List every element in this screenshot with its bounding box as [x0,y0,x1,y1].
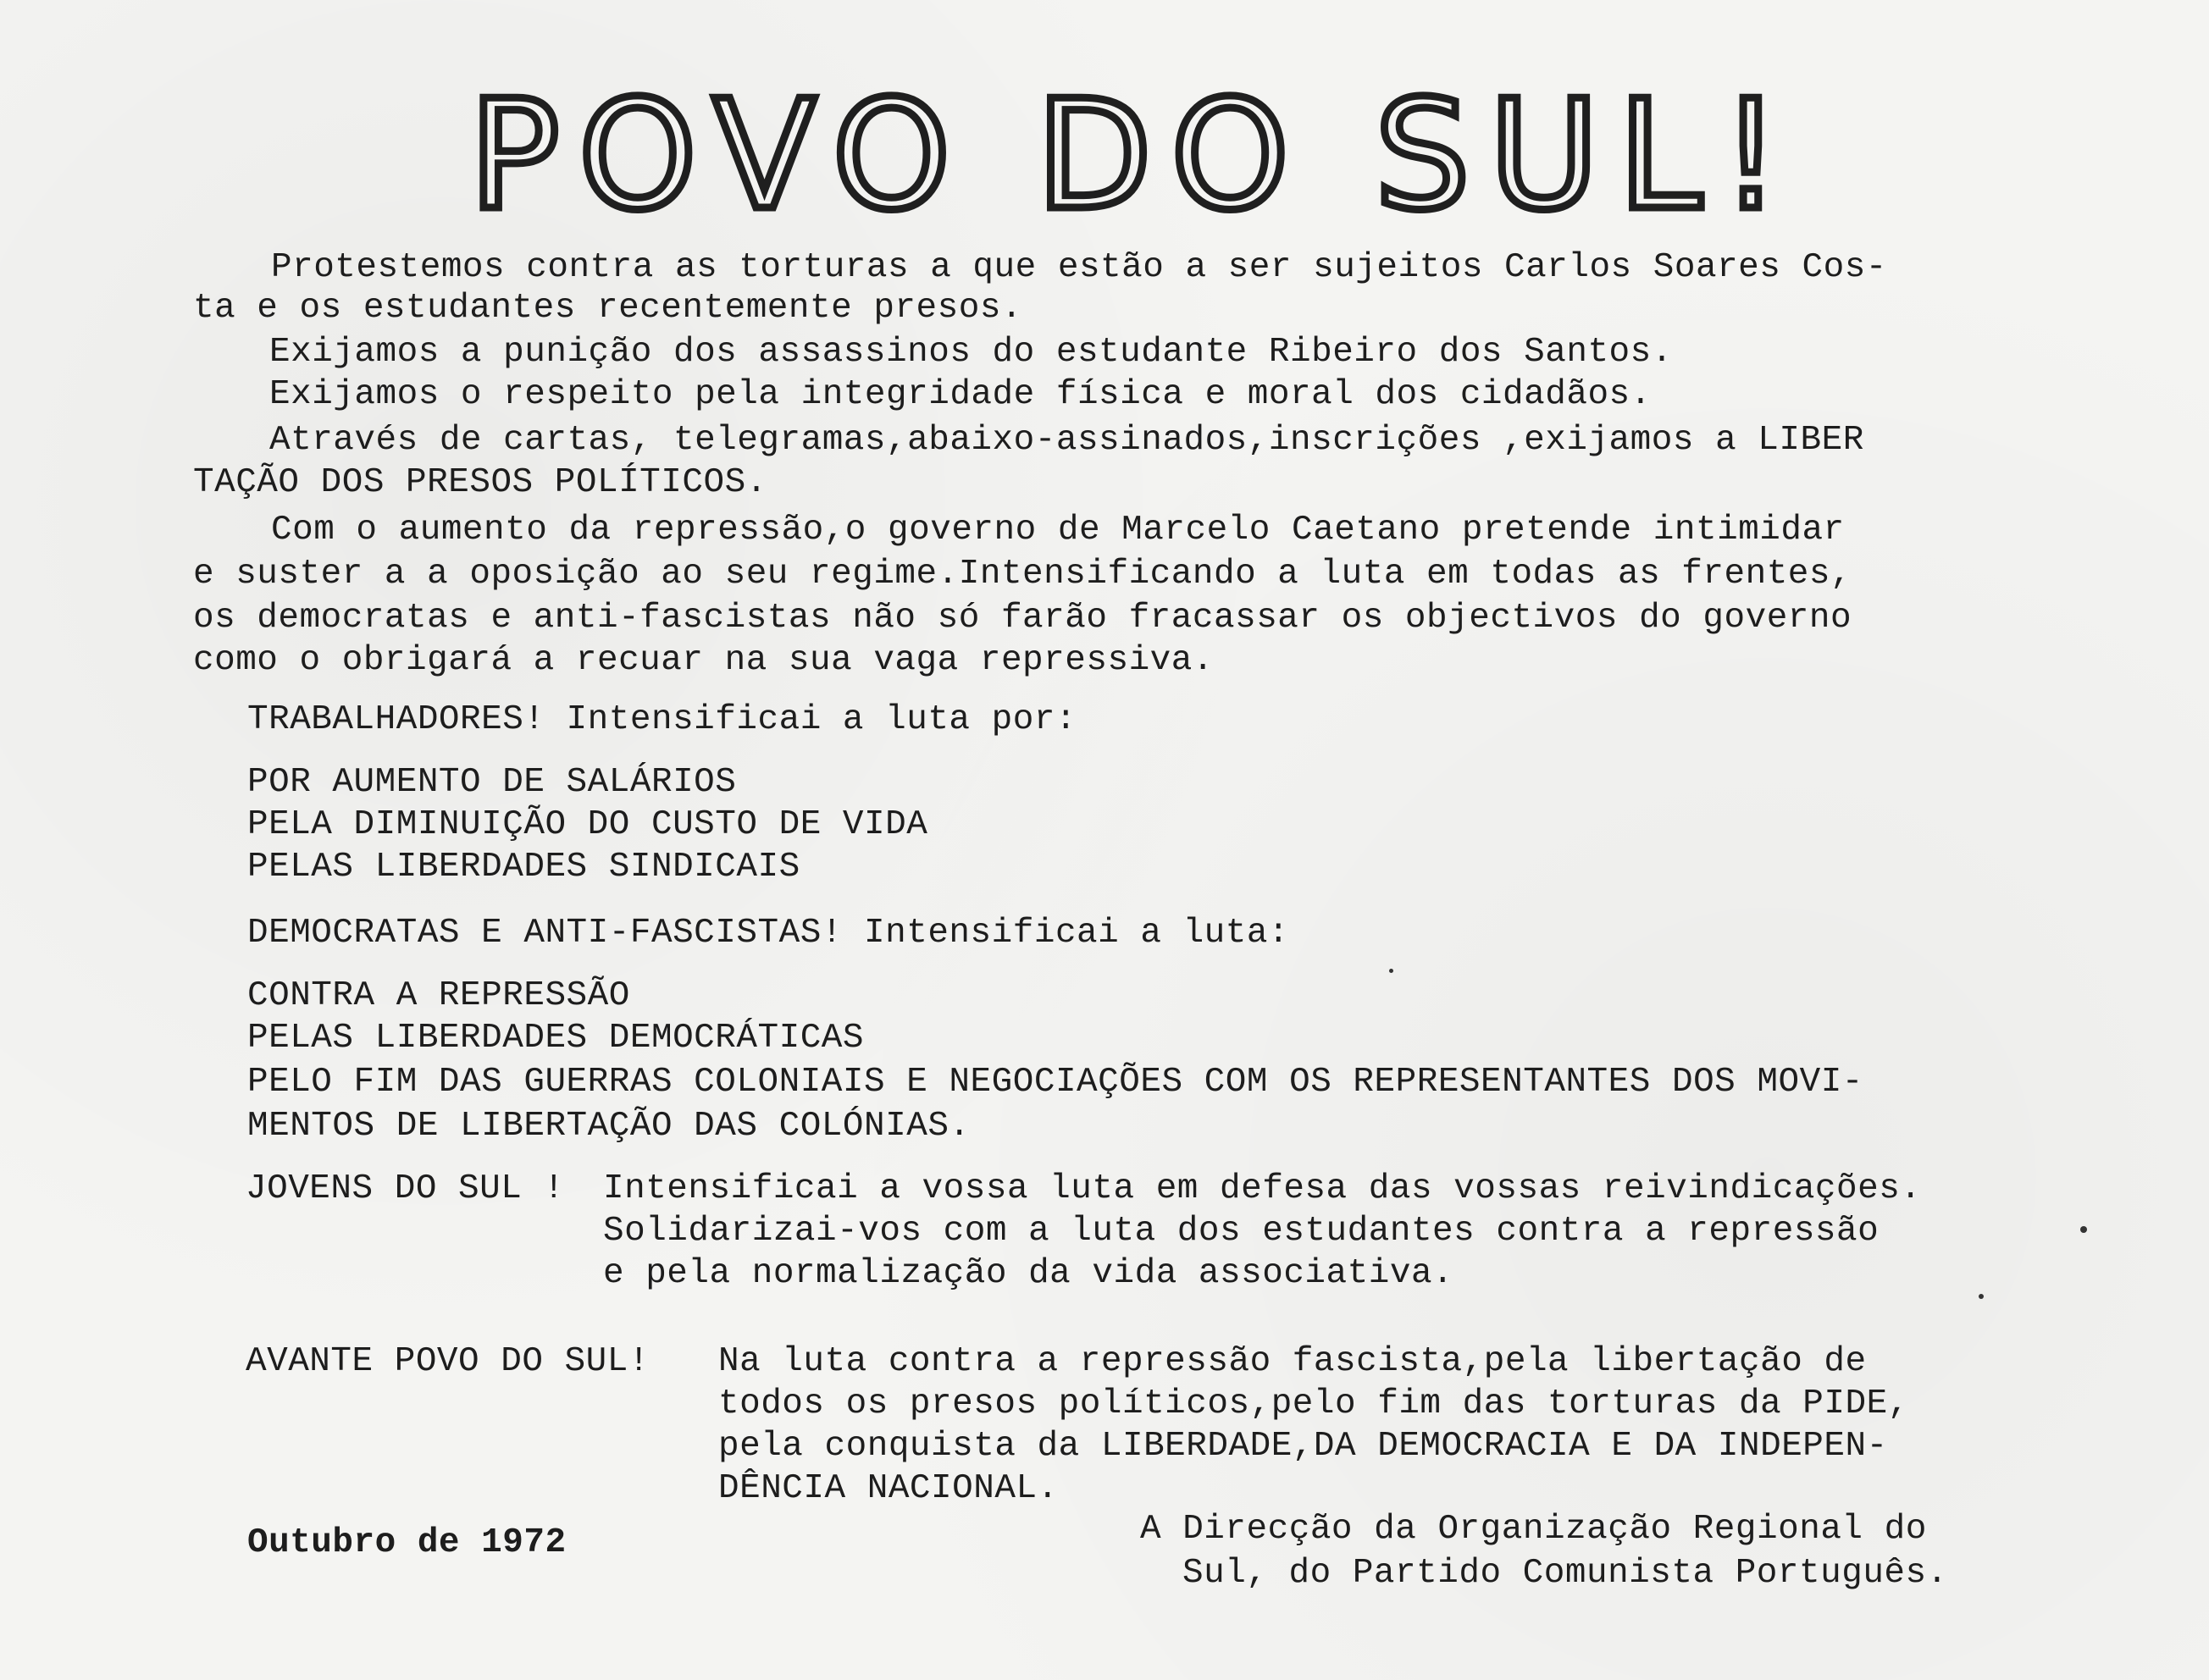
leaflet-title: POVO DO SUL! [468,68,1800,243]
paragraph-1-line-2: ta e os estudantes recentemente presos. [193,289,1023,328]
ink-speck [1389,969,1393,973]
youth-line: Solidarizai-vos com a luta dos estudantes contra a repressão [603,1212,1880,1251]
democrats-item: CONTRA A REPRESSÃO [247,976,630,1015]
forward-label: AVANTE POVO DO SUL! [246,1342,650,1381]
forward-line: pela conquista da LIBERDADE,DA DEMOCRACIA E DA INDEPEN- [718,1427,1888,1466]
youth-label: JOVENS DO SUL ! [246,1169,565,1208]
paragraph-5-line-4: como o obrigará a recuar na sua vaga repressiva. [193,641,1214,680]
leaflet-date: Outubro de 1972 [247,1523,567,1562]
paragraph-1-line-1: Protestemos contra as torturas a que estão a ser sujeitos Carlos Soares Cos- [271,248,1887,287]
paragraph-5-line-2: e suster a a oposição ao seu regime.Intensificando a luta em todas as frentes, [193,555,1852,594]
paragraph-3: Exijamos o respeito pela integridade física e moral dos cidadãos. [269,375,1652,414]
forward-line: Na luta contra a repressão fascista,pela libertação de [718,1342,1867,1381]
forward-line: DÊNCIA NACIONAL. [718,1469,1059,1508]
democrats-heading: DEMOCRATAS E ANTI-FASCISTAS! Intensificai a luta: [247,914,1290,953]
paragraph-5-line-1: Com o aumento da repressão,o governo de Marcelo Caetano pretende intimidar [271,511,1845,550]
workers-item: POR AUMENTO DE SALÁRIOS [247,763,737,802]
paragraph-5-line-3: os democratas e anti-fascistas não só farão fracassar os objectivos do governo [193,599,1852,638]
paragraph-4-line-2: TAÇÃO DOS PRESOS POLÍTICOS. [193,463,767,502]
paragraph-4-line-1: Através de cartas, telegramas,abaixo-assinados,inscrições ,exijamos a LIBER [269,421,1864,460]
paragraph-2: Exijamos a punição dos assassinos do estudante Ribeiro dos Santos. [269,333,1673,372]
democrats-item: PELAS LIBERDADES DEMOCRÁTICAS [247,1019,865,1058]
workers-heading: TRABALHADORES! Intensificai a luta por: [247,700,1077,739]
forward-line: todos os presos políticos,pelo fim das torturas da PIDE, [718,1384,1909,1423]
democrats-item: MENTOS DE LIBERTAÇÃO DAS COLÓNIAS. [247,1107,971,1146]
workers-item: PELAS LIBERDADES SINDICAIS [247,848,800,887]
youth-line: e pela normalização da vida associativa. [603,1254,1454,1293]
signature-line-1: A Direcção da Organização Regional do [1140,1510,1927,1549]
democrats-item: PELO FIM DAS GUERRAS COLONIAIS E NEGOCIAÇÕES COM OS REPRESENTANTES DOS MOVI- [247,1063,1863,1102]
ink-speck [2080,1226,2087,1233]
ink-speck [1979,1294,1984,1299]
youth-line: Intensificai a vossa luta em defesa das vossas reivindicações. [603,1169,1922,1208]
workers-item: PELA DIMINUIÇÃO DO CUSTO DE VIDA [247,805,928,844]
signature-line-2: Sul, do Partido Comunista Português. [1182,1554,1948,1593]
